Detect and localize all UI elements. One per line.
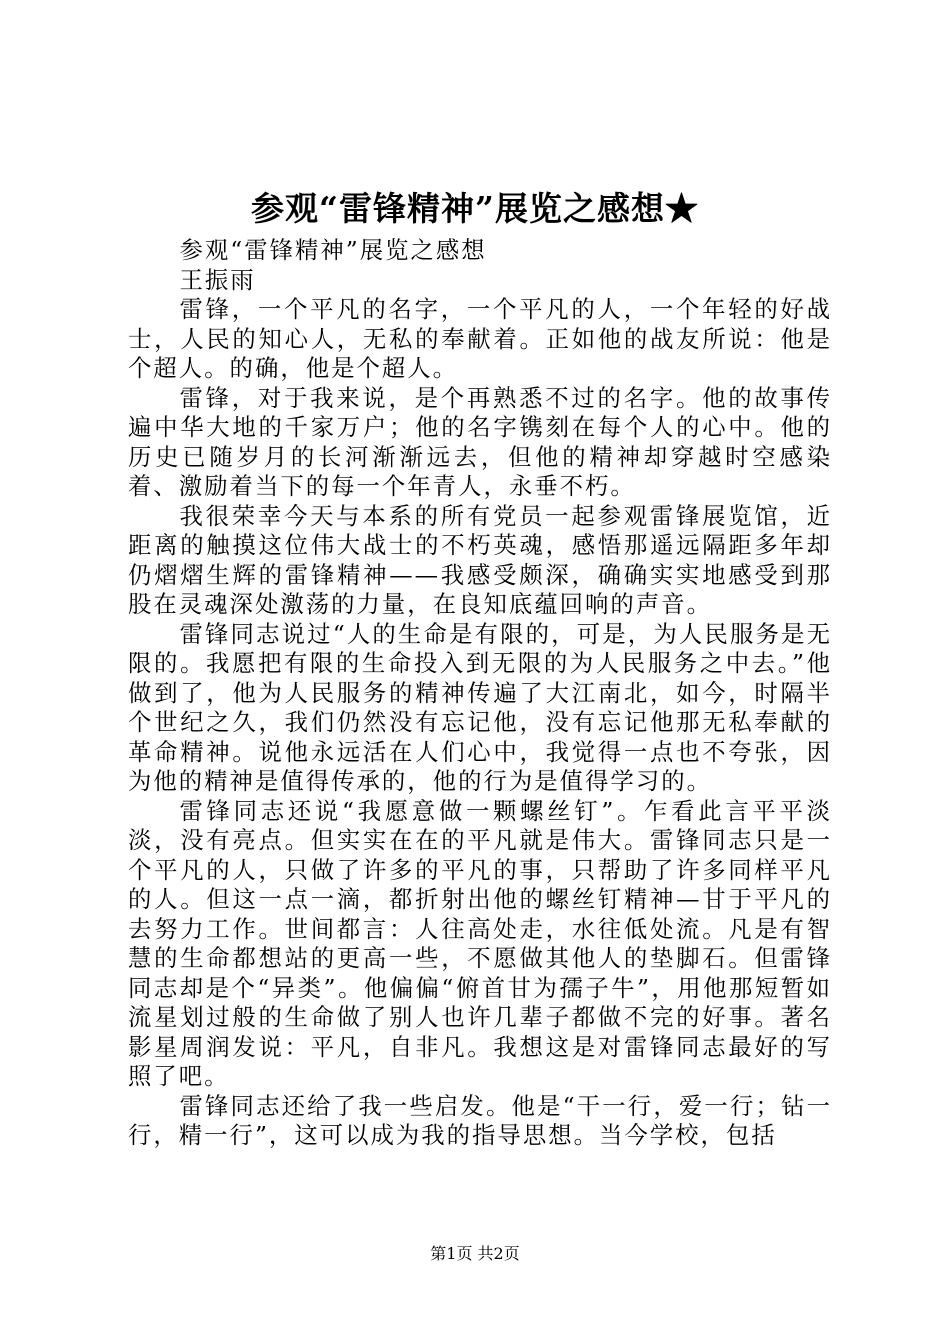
paragraph: 雷锋同志还说“我愿意做一颗螺丝钉”。乍看此言平平淡淡，没有亮点。但实实在在的平凡就是伟大。雷锋同志只是一个平凡的人，只做了许多的平凡的事，只帮助了许多同样平凡的人。但这一点一滴，都折射出他的螺丝钉精神—甘于平凡的去努力工作。世间都言：人往高处走，水往低处流。凡是有智慧的生命都想站的更高一些，不愿做其他人的垫脚石。但雷锋同志却是个“异类”。他偏偏“俯首甘为孺子牛”，用他那短暂如流星划过般的生命做了别人也许几辈子都做不完的好事。著名影星周润发说：平凡，自非凡。我想这是对雷锋同志最好的写照了吧。 [128, 796, 832, 1090]
paragraph: 雷锋，一个平凡的名字，一个平凡的人，一个年轻的好战士，人民的知心人，无私的奉献着。正如他的战友所说：他是个超人。的确，他是个超人。 [128, 295, 832, 382]
document-body [128, 236, 832, 1151]
document-author: 王振雨 [179, 265, 256, 294]
paragraph: 雷锋同志还给了我一些启发。他是“干一行，爱一行；钻一行，精一行”，这可以成为我的指导思想。当今学校，包括 [128, 1091, 832, 1149]
paragraph: 雷锋，对于我来说，是个再熟悉不过的名字。他的故事传遍中华大地的千家万户；他的名字镌刻在每个人的心中。他的历史已随岁月的长河渐渐远去，但他的精神却穿越时空感染着、激励着当下的每一个年青人，永垂不朽。 [128, 383, 832, 500]
document-title: 参观“雷锋精神”展览之感想★ [251, 189, 699, 228]
paragraph: 雷锋同志说过“人的生命是有限的，可是，为人民服务是无限的。我愿把有限的生命投入到无限的为人民服务之中去。”他做到了，他为人民服务的精神传遍了大江南北，如今，时隔半个世纪之久，我们仍然没有忘记他，没有忘记他那无私奉献的革命精神。说他永远活在人们心中，我觉得一点也不夸张，因为他的精神是值得传承的，他的行为是值得学习的。 [128, 619, 832, 795]
page-footer: 第1页 共2页 [430, 1244, 520, 1263]
document-subtitle: 参观“雷锋精神”展览之感想 [179, 236, 487, 264]
paragraph: 我很荣幸今天与本系的所有党员一起参观雷锋展览馆，近距离的触摸这位伟大战士的不朽英魂，感悟那遥远隔距多年却仍熠熠生辉的雷锋精神——我感受颇深，确确实实地感受到那股在灵魂深处激荡的力量，在良知底蕴回响的声音。 [128, 501, 832, 618]
